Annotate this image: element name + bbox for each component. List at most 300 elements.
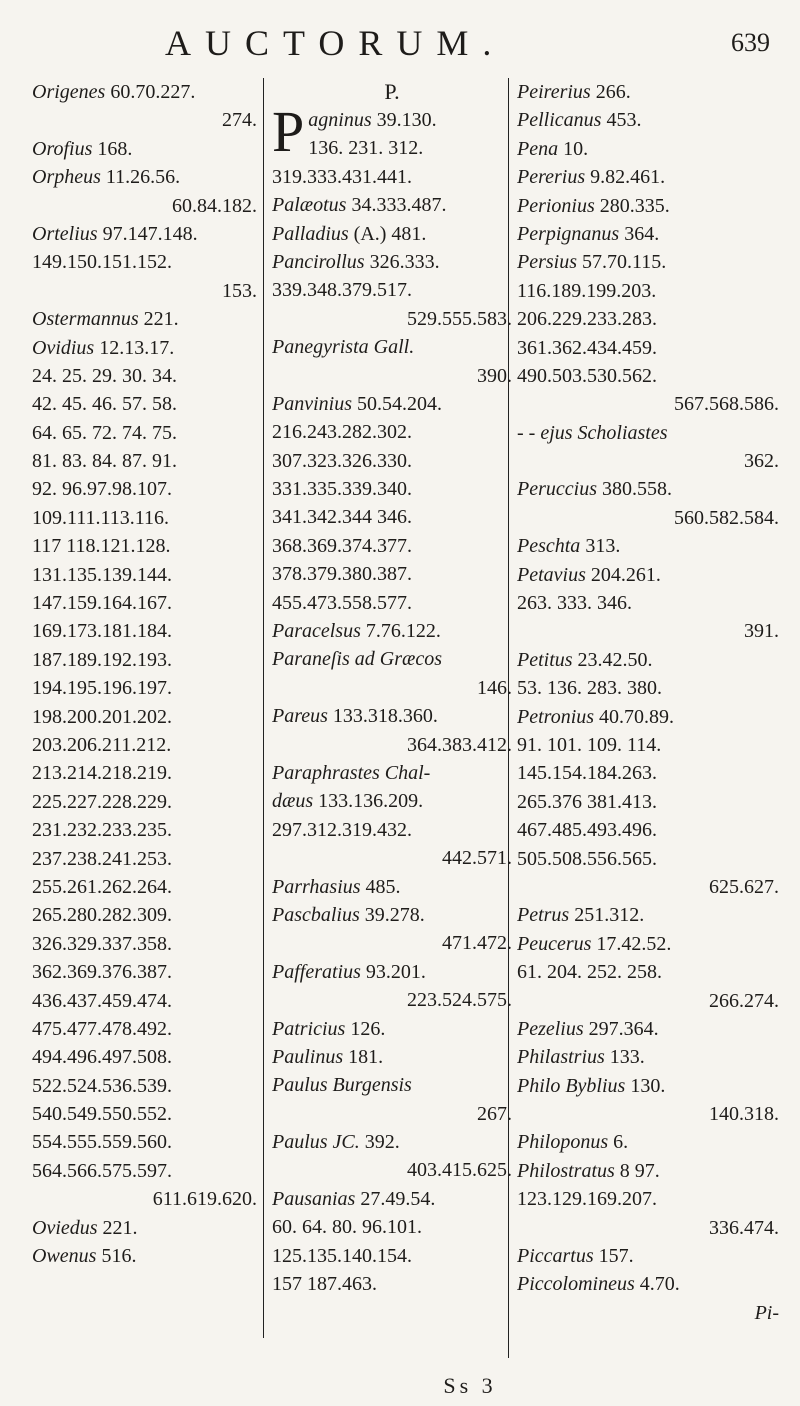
author-name: Pellicanus [517, 109, 602, 132]
page-references: 146. [477, 676, 512, 699]
page-references: 133.318.360. [332, 705, 438, 728]
author-name: Paulinus [272, 1045, 344, 1068]
page-references: 97.147.148. [102, 222, 198, 245]
page-references: 123.129.169.207. [517, 1188, 657, 1211]
author-name: Panvinius [272, 392, 352, 415]
index-entry [272, 1242, 512, 1270]
index-entry [272, 1156, 512, 1184]
index-entry [32, 504, 257, 532]
index-entry [517, 334, 779, 362]
author-name: agninus [308, 109, 372, 131]
index-entry [272, 731, 512, 759]
index-entry [517, 731, 779, 759]
index-entry [32, 447, 257, 475]
page-references: 467.485.493.496. [517, 819, 657, 842]
page-references: 251.312. [574, 904, 645, 927]
index-entry [272, 191, 512, 219]
index-entry [32, 1128, 257, 1156]
page-references: 223.524.575. [407, 989, 512, 1012]
page-references: 455.473.558.577. [272, 591, 412, 614]
index-entry [517, 759, 779, 787]
index-entry [517, 1270, 779, 1298]
index-entry [32, 1100, 257, 1128]
index-entry [32, 731, 257, 759]
page-references: 361.362.434.459. [517, 336, 657, 359]
page-references: 204.261. [590, 563, 661, 586]
page-references: 109.111.113.116. [32, 506, 170, 529]
index-entry [32, 845, 257, 873]
page-references: 187.189.192.193. [32, 648, 172, 671]
index-entry [517, 561, 779, 589]
page-references: 516. [101, 1245, 137, 1268]
index-entry [517, 930, 779, 958]
index-entry [517, 390, 779, 418]
index-entry [272, 447, 512, 475]
index-entry [32, 788, 257, 816]
author-name: Pancirollus [272, 250, 365, 273]
index-entry [517, 646, 779, 674]
signature-mark [0, 1373, 800, 1399]
index-entry [517, 987, 779, 1015]
page-references: 34.333.487. [351, 194, 447, 217]
index-entry [517, 589, 779, 617]
index-entry [32, 390, 257, 418]
author-name: Petronius [517, 705, 595, 728]
page-references: 364. [624, 222, 660, 245]
page-references: 4.70. [639, 1273, 680, 1296]
index-entry [32, 163, 257, 191]
page-references: 265.280.282.309. [32, 904, 172, 927]
index-entry [32, 589, 257, 617]
index-column-3 [508, 78, 779, 1358]
index-entry [272, 645, 512, 673]
page-references: 81. 83. 84. 87. 91. [32, 450, 177, 473]
index-entry [517, 674, 779, 702]
page-references: 147.159.164.167. [32, 592, 172, 615]
page-references: Pi- [754, 1301, 779, 1324]
page-references: 522.524.536.539. [32, 1074, 172, 1097]
page-references: 9.82.461. [590, 166, 666, 189]
author-name: Pererius [517, 166, 586, 189]
author-name: Paulus JC. [272, 1131, 360, 1154]
author-name: Paraphrastes Chal- [272, 761, 431, 784]
page-references: 540.549.550.552. [32, 1103, 172, 1126]
page-references: 442.571. [442, 847, 512, 870]
index-entry [272, 362, 512, 390]
page-references: 40.70.89. [599, 705, 675, 728]
index-entry [32, 816, 257, 844]
page-references: 91. 101. 109. 114. [517, 733, 662, 756]
page-references: 313. [585, 535, 621, 558]
index-entry [517, 220, 779, 248]
author-name: Perionius [517, 194, 595, 217]
page-references: 17.42.52. [596, 932, 672, 955]
drop-cap: P [272, 99, 305, 164]
index-entry [272, 220, 512, 248]
page-references: 11.26.56. [105, 166, 181, 189]
page-references: 60.84.182. [172, 194, 257, 217]
page-references: 485. [365, 875, 401, 898]
page-references: 336.474. [709, 1216, 779, 1239]
author-name: Perpignanus [517, 222, 620, 245]
page-references: 505.508.556.565. [517, 847, 657, 870]
page-references: 206.229.233.283. [517, 308, 657, 331]
page-references: 255.261.262.264. [32, 875, 172, 898]
page-references: 494.496.497.508. [32, 1046, 172, 1069]
page-references: 625.627. [709, 875, 779, 898]
page-references: 8 97. [619, 1159, 660, 1182]
author-name: Orofius [32, 137, 93, 160]
author-name: Origenes [32, 81, 106, 103]
index-entry [32, 1072, 257, 1100]
index-entry [32, 873, 257, 901]
index-entry [32, 1214, 257, 1242]
index-entry [272, 816, 512, 844]
author-name: Philoponus [517, 1131, 609, 1154]
page-references: (A.) 481. [353, 222, 427, 245]
index-entry [32, 192, 257, 220]
index-entry [272, 1043, 512, 1071]
index-entry [32, 901, 257, 929]
page-references: 53. 136. 283. 380. [517, 677, 662, 700]
index-entry [272, 248, 512, 276]
page-references: 307.323.326.330. [272, 449, 412, 472]
index-entry [272, 276, 512, 304]
index-entry [32, 674, 257, 702]
index-entry [272, 929, 512, 957]
author-name: Peruccius [517, 478, 597, 501]
page-references: 57.70.115. [582, 251, 667, 274]
page-references: 133.136.209. [318, 790, 424, 813]
author-name: Paraneſis ad Græcos [272, 648, 442, 671]
index-entry [32, 532, 257, 560]
page-references: 64. 65. 72. 74. 75. [32, 421, 177, 444]
page-references: 61. 204. 252. 258. [517, 961, 662, 984]
index-entry [32, 646, 257, 674]
page-references: 225.227.228.229. [32, 790, 172, 813]
page-references: 157. [598, 1245, 634, 1268]
page-references: 280.335. [599, 194, 670, 217]
page-references: 362.369.376.387. [32, 961, 172, 984]
page-references: 130. [630, 1074, 666, 1097]
page-references: 611.619.620. [152, 1188, 257, 1211]
index-entry [517, 305, 779, 333]
author-name: Owenus [32, 1245, 97, 1268]
page-references: 131.135.139.144. [32, 563, 172, 586]
page-references: 403.415.625. [407, 1159, 512, 1182]
author-name: Pafferatius [272, 960, 361, 983]
index-entry [517, 788, 779, 816]
index-entry [517, 135, 779, 163]
page-references: 39.278. [364, 903, 425, 926]
page-references: 116.189.199.203. [517, 279, 657, 302]
page-references: 237.238.241.253. [32, 847, 172, 870]
index-entry [272, 986, 512, 1014]
index-entry [272, 1100, 512, 1128]
index-entry [32, 135, 257, 163]
page-references: 326.333. [369, 250, 440, 273]
index-entry [308, 106, 512, 134]
index-entry [517, 1185, 779, 1213]
index-entry [272, 503, 512, 531]
index-entry [517, 475, 779, 503]
index-entry [32, 305, 257, 333]
page-references: 136. 231. 312. [308, 137, 424, 160]
index-entry [272, 305, 512, 333]
index-entry [272, 702, 512, 730]
author-name: Piccartus [517, 1245, 594, 1268]
index-entry [32, 334, 257, 362]
page-references: 266.274. [709, 989, 779, 1012]
index-entry [517, 419, 779, 447]
page-references: 267. [477, 1102, 512, 1125]
index-entry [272, 589, 512, 617]
page-references: 567.568.586. [674, 393, 779, 416]
index-entry [272, 1270, 512, 1298]
index-entry [517, 703, 779, 731]
index-entry [272, 532, 512, 560]
author-name: Persius [517, 251, 577, 274]
page-references: 169.173.181.184. [32, 620, 172, 643]
index-entry [32, 617, 257, 645]
index-entry [272, 475, 512, 503]
page-references: 117 118.121.128. [32, 535, 171, 558]
author-name: Ovidius [32, 336, 95, 359]
index-entry [517, 1157, 779, 1185]
author-name: Ortelius [32, 222, 98, 245]
author-name: Paracelsus [272, 620, 361, 643]
index-column-1 [32, 78, 257, 1268]
index-entry [272, 1071, 512, 1099]
index-entry [32, 703, 257, 731]
running-header [0, 18, 800, 68]
page-references: 266. [595, 81, 631, 103]
page-references: 391. [744, 620, 779, 643]
page-references: 27.49.54. [360, 1187, 436, 1210]
index-entry [32, 419, 257, 447]
page-references: 390. [477, 364, 512, 387]
index-entry [32, 106, 257, 134]
author-name: Petavius [517, 563, 586, 586]
index-entry [272, 390, 512, 418]
author-name: Panegyrista Gall. [272, 336, 415, 359]
page-references: 157 187.463. [272, 1273, 377, 1296]
author-name: Philastrius [517, 1046, 605, 1069]
index-entry [517, 845, 779, 873]
index-entry [272, 1128, 512, 1156]
page-references: 7.76.122. [365, 620, 441, 643]
page-references: 149.150.151.152. [32, 251, 172, 274]
index-entry [517, 873, 779, 901]
author-name: dæus [272, 790, 314, 813]
index-entry [272, 560, 512, 588]
page-references: 529.555.583. [407, 307, 512, 330]
page-references: 198.200.201.202. [32, 705, 172, 728]
page-references: 181. [348, 1045, 384, 1068]
index-entry [517, 362, 779, 390]
index-entry [32, 277, 257, 305]
index-entry [32, 220, 257, 248]
author-name: Philostratus [517, 1159, 615, 1182]
page-references: 60. 64. 80. 96.101. [272, 1216, 422, 1239]
page-references: 221. [102, 1216, 138, 1239]
page-references: 453. [606, 109, 642, 132]
index-entry [517, 1242, 779, 1270]
index-entry [272, 1185, 512, 1213]
index-entry [272, 333, 512, 361]
page-references: 12.13.17. [99, 336, 175, 359]
index-entry [517, 1299, 779, 1327]
index-entry [32, 1242, 257, 1270]
page-references: 213.214.218.219. [32, 762, 172, 785]
page-references: 331.335.339.340. [272, 478, 412, 501]
index-entry [32, 362, 257, 390]
page-references: 297.312.319.432. [272, 818, 412, 841]
index-entry [272, 958, 512, 986]
author-name: Palæotus [272, 194, 347, 217]
page-references: 221. [143, 308, 179, 331]
page-references: 392. [364, 1131, 400, 1154]
index-entry [32, 475, 257, 503]
index-entry [517, 248, 779, 276]
index-entry [32, 78, 257, 106]
page-references: 564.566.575.597. [32, 1159, 172, 1182]
index-entry [517, 447, 779, 475]
page-references: 274. [222, 109, 257, 132]
index-entry [517, 504, 779, 532]
page-references: 125.135.140.154. [272, 1244, 412, 1267]
page-references: 265.376 381.413. [517, 790, 657, 813]
index-entry [272, 787, 512, 815]
page-references: 490.503.530.562. [517, 364, 657, 387]
author-name: Petrus [517, 904, 570, 927]
author-name: Peschta [517, 535, 581, 558]
page-references: 126. [350, 1017, 386, 1040]
page-references: 92. 96.97.98.107. [32, 478, 172, 501]
author-name: Pezelius [517, 1017, 584, 1040]
author-name: Petitus [517, 648, 573, 671]
page-references: 168. [97, 137, 133, 160]
index-entry [517, 1128, 779, 1156]
index-entry [32, 759, 257, 787]
index-entry [272, 873, 512, 901]
author-name: Ostermannus [32, 308, 139, 331]
index-entry [272, 617, 512, 645]
index-entry [32, 561, 257, 589]
author-name: Piccolomineus [517, 1273, 635, 1296]
index-entry [517, 106, 779, 134]
page-references: 362. [744, 450, 779, 473]
index-entry [32, 1043, 257, 1071]
page-references: 10. [563, 137, 589, 160]
page-references: 93.201. [365, 960, 426, 983]
page-references: 140.318. [709, 1103, 779, 1126]
page-references: 368.369.374.377. [272, 534, 412, 557]
index-entry [32, 1157, 257, 1185]
page-references: 231.232.233.235. [32, 819, 172, 842]
page-references: 153. [222, 279, 257, 302]
page-references: 297.364. [588, 1017, 659, 1040]
index-entry [517, 192, 779, 220]
index-entry [272, 674, 512, 702]
page-number: 639 [731, 28, 770, 57]
index-entry [272, 1213, 512, 1241]
page-references: 145.154.184.263. [517, 762, 657, 785]
index-entry [517, 958, 779, 986]
index-entry [517, 277, 779, 305]
page-references: 6. [613, 1131, 629, 1154]
index-entry [272, 901, 512, 929]
page-references: 216.243.282.302. [272, 421, 412, 444]
index-entry [272, 759, 512, 787]
page-references: 263. 333. 346. [517, 592, 632, 615]
index-entry [272, 163, 512, 191]
page-references: 319.333.431.441. [272, 165, 412, 188]
index-entry [517, 1072, 779, 1100]
page-references: 39.130. [376, 109, 437, 131]
index-entry [32, 1185, 257, 1213]
author-name: Patricius [272, 1017, 346, 1040]
index-entry [517, 1100, 779, 1128]
page-references: 380.558. [601, 478, 672, 501]
author-name: Peucerus [517, 932, 592, 955]
running-title: AUCTORUM. [165, 23, 506, 63]
index-entry [517, 532, 779, 560]
index-entry [517, 617, 779, 645]
page-references: 133. [609, 1046, 645, 1069]
page-references: 42. 45. 46. 57. 58. [32, 393, 177, 416]
page-references: 378.379.380.387. [272, 563, 412, 586]
page-references: 24. 25. 29. 30. 34. [32, 364, 177, 387]
index-entry [32, 1015, 257, 1043]
author-name: Paulus Burgensis [272, 1074, 412, 1097]
index-entry [517, 78, 779, 106]
author-name: Parrhasius [272, 875, 361, 898]
index-entry [517, 1043, 779, 1071]
index-entry [272, 418, 512, 446]
index-entry [517, 901, 779, 929]
index-entry [32, 930, 257, 958]
column-heading: P. [384, 79, 400, 104]
index-entry [517, 816, 779, 844]
index-entry [272, 844, 512, 872]
page-references: 436.437.459.474. [32, 989, 172, 1012]
page-references: 23.42.50. [577, 648, 653, 671]
page-references: 60.70.227. [110, 81, 196, 103]
page-references: 341.342.344 346. [272, 506, 412, 529]
page-references: 326.329.337.358. [32, 932, 172, 955]
author-name: Oviedus [32, 1216, 98, 1239]
index-entry [32, 987, 257, 1015]
author-name: Pena [517, 137, 559, 160]
page-references: 339.348.379.517. [272, 279, 412, 302]
page-references: 560.582.584. [674, 506, 779, 529]
index-column-2 [263, 78, 512, 1338]
index-entry [32, 958, 257, 986]
index-entry [32, 248, 257, 276]
index-entry [517, 1214, 779, 1242]
index-entry [272, 1015, 512, 1043]
index-entry [517, 163, 779, 191]
page-references: 194.195.196.197. [32, 677, 172, 700]
author-name: Orpheus [32, 166, 101, 189]
signature-text: Ss 3 [443, 1373, 497, 1398]
page-references: 554.555.559.560. [32, 1131, 172, 1154]
author-name: Pascbalius [272, 903, 360, 926]
author-name: Pausanias [272, 1187, 356, 1210]
page-references: 203.206.211.212. [32, 733, 172, 756]
author-name: - - ejus Scholiastes [517, 421, 668, 444]
